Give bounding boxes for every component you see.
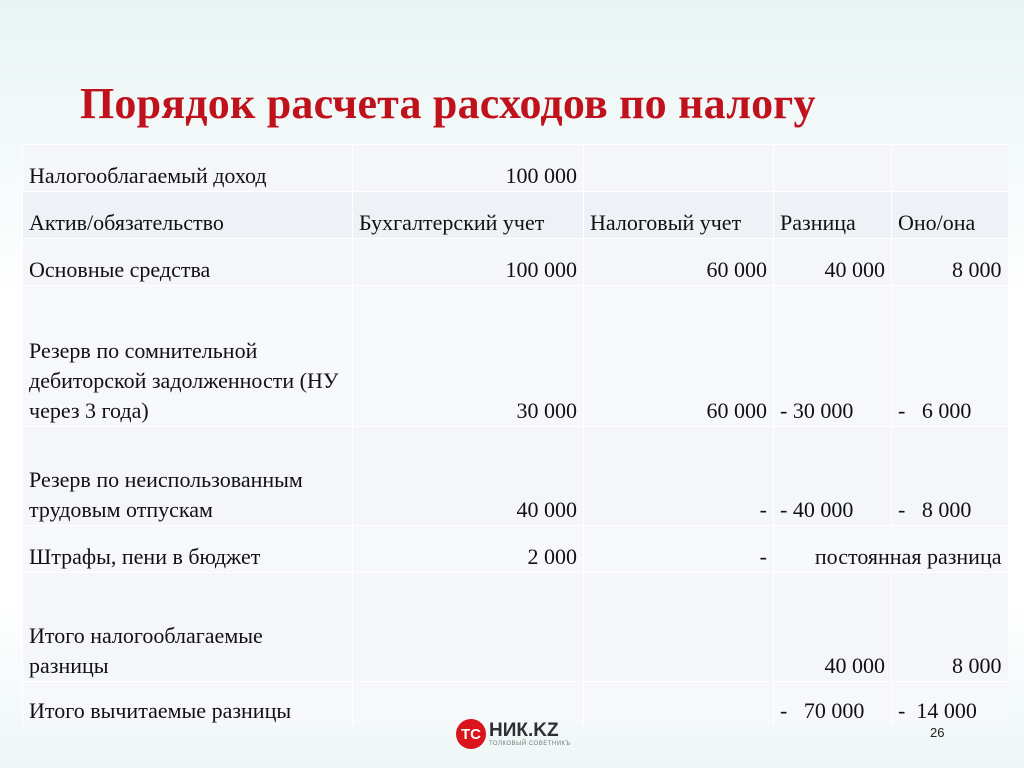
table-cell (584, 573, 774, 682)
row-label: Резерв по сомнительной дебиторской задолженности (НУ через 3 года) (23, 286, 353, 427)
row-label: Основные средства (23, 239, 353, 286)
slide-title: Порядок расчета расходов по налогу (80, 79, 816, 128)
table-cell: 100 000 (353, 239, 584, 286)
table-cell: 40 000 (774, 239, 892, 286)
table-cell (892, 145, 1008, 192)
column-header: Налоговый учет (584, 192, 774, 239)
table-cell: - 14 000 (892, 682, 1008, 727)
logo-main-text: НИК.KZ (489, 719, 559, 741)
table-cell: - 70 000 (774, 682, 892, 727)
table-header-row (23, 192, 1008, 239)
table-cell: - 30 000 (774, 286, 892, 427)
table-cell: - (584, 427, 774, 526)
table-row (23, 239, 1008, 286)
table-cell: - 8 000 (892, 427, 1008, 526)
table-row (23, 526, 1008, 573)
row-label: Итого налогооблагаемые разницы (23, 573, 353, 682)
table-cell: 2 000 (353, 526, 584, 573)
table-row (23, 286, 1008, 427)
table-row (23, 145, 1008, 192)
column-header: Актив/обязательство (23, 192, 353, 239)
table-cell (774, 145, 892, 192)
table-cell: - (584, 526, 774, 573)
table-cell: 60 000 (584, 286, 774, 427)
table-cell: 30 000 (353, 286, 584, 427)
table-cell: - 6 000 (892, 286, 1008, 427)
table-cell: 40 000 (774, 573, 892, 682)
table-cell: 8 000 (892, 573, 1008, 682)
logo-badge-icon: TC (456, 719, 486, 749)
table-cell: 60 000 (584, 239, 774, 286)
tax-calculation-table (22, 144, 1008, 726)
page-number: 26 (930, 725, 945, 740)
logo-text (489, 721, 571, 748)
table-cell (584, 145, 774, 192)
row-label: Итого вычитаемые разницы (23, 682, 353, 727)
table-cell (353, 573, 584, 682)
table-row (23, 427, 1008, 526)
table-cell: 8 000 (892, 239, 1008, 286)
row-label: Налогооблагаемый доход (23, 145, 353, 192)
table-cell: 100 000 (353, 145, 584, 192)
tonik-logo (456, 717, 571, 751)
table-cell-merged: постоянная разница (774, 526, 1008, 573)
column-header: Оно/она (892, 192, 1008, 239)
table-cell: - 40 000 (774, 427, 892, 526)
column-header: Разница (774, 192, 892, 239)
column-header: Бухгалтерский учет (353, 192, 584, 239)
table-cell (584, 682, 774, 727)
row-label: Штрафы, пени в бюджет (23, 526, 353, 573)
row-label: Резерв по неиспользованным трудовым отпускам (23, 427, 353, 526)
table-cell: 40 000 (353, 427, 584, 526)
table-row (23, 573, 1008, 682)
logo-subtitle: ТОЛКОВЫЙ СОВЕТНИКЪ (489, 740, 571, 747)
